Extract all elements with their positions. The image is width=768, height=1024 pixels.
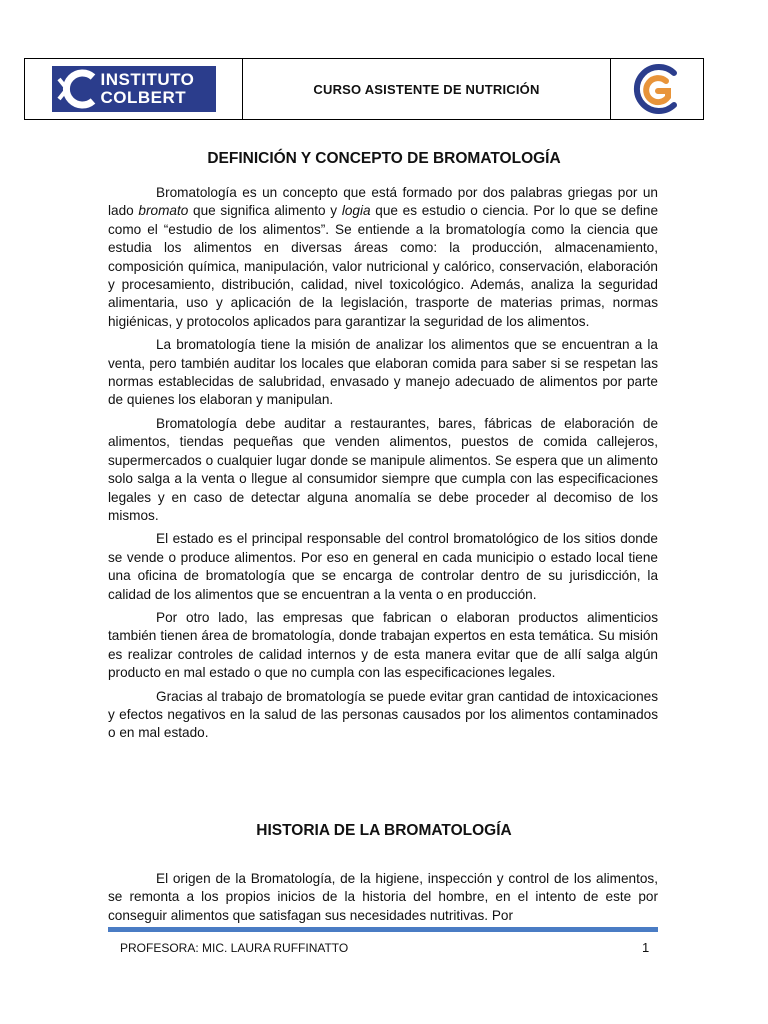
logo-wordmark — [97, 71, 195, 107]
paragraph: Gracias al trabajo de bromatología se puede evitar gran cantidad de intoxicaciones y efectos negativos en la salud de las personas causados por los alimentos contaminados o en mal estado. — [108, 688, 658, 741]
instituto-colbert-logo — [52, 66, 216, 112]
page-number: 1 — [642, 940, 650, 955]
page-header — [24, 58, 704, 120]
paragraph: El origen de la Bromatología, de la higiene, inspección y control de los alimentos, se remonta a los propios inicios de la historia del hombre, en el intento de este por conseguir alimentos que satisfagan sus necesidades nutritivas. Por — [108, 871, 658, 923]
cg-logo-cell — [611, 59, 703, 119]
footer-professor: PROFESORA: MIC. LAURA RUFFINATTO — [120, 941, 349, 955]
section-body-definicion — [108, 184, 658, 748]
footer-rule — [108, 927, 658, 932]
logo-line-1: INSTITUTO — [100, 70, 195, 89]
paragraph: Bromatología debe auditar a restaurantes, bares, fábricas de elaboración de alimentos, tiendas pequeñas que venden alimentos, puestos de comida callejeros, supermercados o cualquier lugar donde se manipule alimentos. Se espera que un alimento solo salga a la venta o llegue al consumidor siempre que cumpla con las especificaciones legales y en caso de detectar alguna anomalía se debe proceder al decomiso de los mismos. — [108, 415, 658, 523]
italic-term: bromato — [138, 203, 189, 219]
text-run: que es estudio o ciencia. Por lo que se define como el “estudio de los alimentos”. Se entiende a la bromatología como la ciencia que estudia los alimentos en diversas áreas como: la producción, almacenamiento, composición química, manipulación, valor nutricional y calórico, conservación, elaboración y procesamiento, distribución, calidad, nivel toxicológico. Además, analiza la seguridad alimentaria, uso y aplicación de la legislación, trasporte de materias primas, normas higiénicas, y protocolos aplicados para garantizar la seguridad de los alimentos. — [108, 203, 658, 329]
colbert-mark-icon — [53, 67, 97, 111]
italic-term: logia — [341, 203, 371, 219]
paragraph: Por otro lado, las empresas que fabrican o elaboran productos alimenticios también tienen área de bromatología, donde trabajan expertos en esta temática. Su misión es realizar controles de calidad internos y de esta manera evitar que de allí salga algún producto en mal estado o que no cumpla con las especificaciones legales. — [108, 609, 658, 681]
instituto-colbert-logo-cell — [25, 59, 243, 119]
text-run: Bromatología es un concepto que está formado por dos palabras griegas por un lado — [108, 185, 658, 219]
section-body-historia — [108, 870, 658, 930]
section-title-definicion: DEFINICIÓN Y CONCEPTO DE BROMATOLOGÍA — [207, 150, 561, 167]
cg-logo-icon — [626, 61, 688, 117]
course-title: CURSO ASISTENTE DE NUTRICIÓN — [243, 59, 611, 119]
paragraph — [108, 184, 658, 331]
paragraph: El estado es el principal responsable del control bromatológico de los sitios donde se vende o produce alimentos. Por eso en general en cada municipio o estado local tiene una oficina de bromatología que se encarga de controlar dentro de su jurisdicción, la calidad de los alimentos que se encuentran a la venta o en producción. — [108, 531, 658, 602]
text-run: que significa alimento y — [188, 203, 342, 219]
paragraph: La bromatología tiene la misión de analizar los alimentos que se encuentran a la venta, pero también auditar los locales que elaboran comida para saber si se respetan las normas establecidas de salubridad, envasado y manejo adecuado de alimentos por parte de quienes los elaboran y manipulan. — [108, 337, 658, 408]
section-title-historia: HISTORIA DE LA BROMATOLOGÍA — [256, 822, 512, 839]
logo-line-2: COLBERT — [100, 88, 187, 107]
